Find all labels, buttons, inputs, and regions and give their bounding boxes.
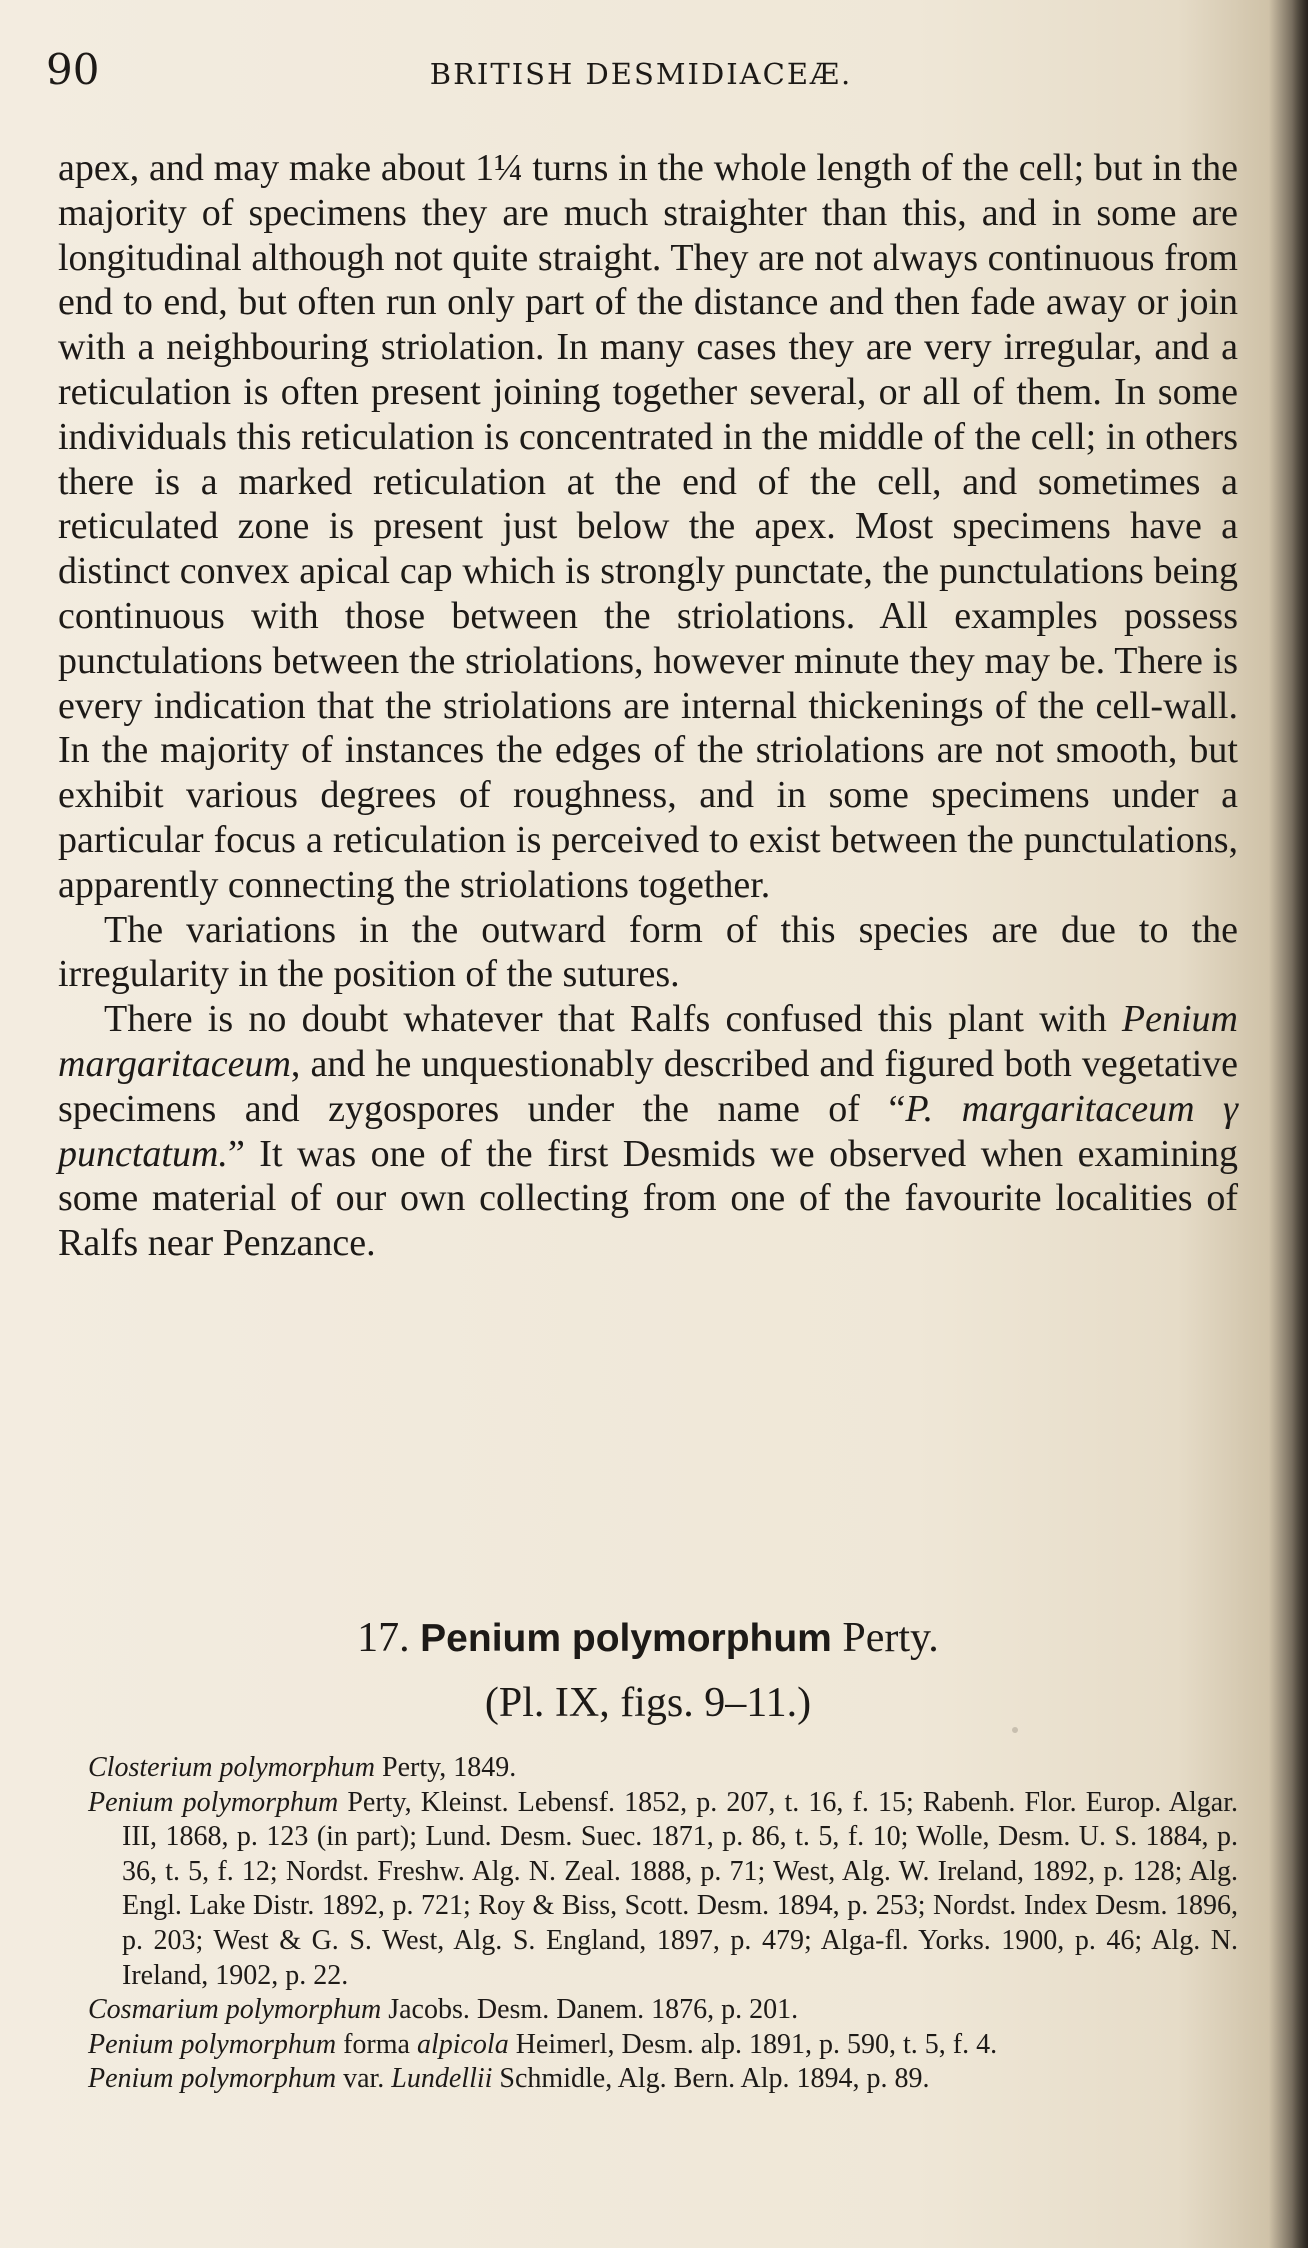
synonym-name: Cosmarium polymorphum [88,1994,382,2026]
paragraph-striolations [58,146,1238,908]
synonym-qualifier: var. [336,2063,392,2095]
paragraph-striolations-text: apex, and may make about 1¼ turns in the whole length of the cell; but in the majority of specimens they are much straighter than this, and in some are longitudinal although not quite straight. They are not always continuous from end to end, but often run only part of the distance and then fade away or join with a neighbouring striolation. In many cases they are very irregular, and a reticulation is often present joining together several, or all of them. In some individuals this reticulation is concentrated in the middle of the cell; in others there is a marked reticulation at the end of the cell, and sometimes a reticulated zone is present just below the apex. Most specimens have a distinct convex apical cap which is strongly punctate, the punctulations being continuous with those between the striolations. All examples possess punctulations between the striolations, however minute they may be. There is every indication that the striolations are internal thickenings of the cell-wall. In the majority of instances the edges of the striolations are not smooth, but exhibit various degrees of roughness, and in some specimens under a particular focus a reticulation is perceived to exist between the punctulations, apparently connecting the striolations together. [58,147,1238,906]
page-number: 90 [46,45,100,94]
synonym-entry [88,1993,1238,2028]
synonym-reference: Jacobs. Desm. Danem. 1876, p. 201. [381,1994,799,2026]
synonym-entry [88,1751,1238,1786]
species-plate-reference: (Pl. IX, figs. 9–11.) [484,1680,812,1726]
synonym-variety-name: Lundellii [391,2063,493,2095]
synonym-name: Penium polymorphum [88,2028,337,2060]
synonym-qualifier: forma [336,2028,417,2060]
synonym-reference: Schmidle, Alg. Bern. Alp. 1894, p. 89. [492,2063,930,2095]
synonym-reference: Heimerl, Desm. alp. 1891, p. 590, t. 5, f. 4. [508,2028,998,2060]
ralfs-variety-name: P. margaritaceum γ punctatum. [58,1087,1238,1175]
ralfs-text-3: ” It was one of the first Desmids we observed when examining some material of our own collecting from one of the favourite localities of Ralfs near Penzance. [58,1132,1238,1265]
synonym-entry [88,2062,1238,2097]
page-header [46,44,1236,104]
species-section [58,1608,1238,2097]
species-number: 17. [357,1615,410,1661]
synonym-reference: Perty, Kleinst. Lebensf. 1852, p. 207, t. 16, f. 15; Rabenh. Flor. Europ. Algar. III, 1868, p. 123 (in part); Lund. Desm. Suec. 1871, p. 86, t. 5, f. 10; Wolle, Desm. U. S. 1884, p. 36, t. 5, f. 12; Nordst. Freshw. Alg. N. Zeal. 1888, p. 71; West, Alg. W. Ireland, 1892, p. 128; Alg. Engl. Lake Distr. 1892, p. 721; Roy & Biss, Scott. Desm. 1894, p. 253; Nordst. Index Desm. 1896, p. 203; West & G. S. West, Alg. S. England, 1897, p. 479; Alga-fl. Yorks. 1900, p. 46; Alg. N. Ireland, 1902, p. 22. [122,1786,1239,1991]
running-head: BRITISH DESMIDIACEÆ. [429,57,853,91]
page-binding-shadow [1292,0,1308,2248]
synonym-name: Penium polymorphum [88,1786,339,1818]
synonym-entry [88,2028,1238,2063]
paragraph-ralfs [58,997,1238,1266]
synonym-name: Closterium polymorphum [88,1752,375,1783]
species-name: Penium polymorphum [420,1617,832,1660]
synonym-name: Penium polymorphum [88,2063,337,2095]
synonym-entry [88,1786,1238,1994]
synonymy-list [58,1751,1238,2097]
body-text [58,146,1238,1266]
synonym-reference: Perty, 1849. [375,1752,517,1783]
synonym-form-name: alpicola [416,2028,509,2060]
species-heading [58,1608,1238,1669]
ralfs-text-2: , and he unquestionably described and figured both vegetative specimens and zygospores under the name of “ [58,1042,1238,1130]
ralfs-text-1: There is no doubt whatever that Ralfs confused this plant with [104,998,1122,1041]
ralfs-species-name: Penium margaritaceum [58,998,1238,1085]
paragraph-variations: The variations in the outward form of this species are due to the irregularity in the position of the sutures. [58,908,1238,996]
species-author: Perty. [842,1615,939,1661]
